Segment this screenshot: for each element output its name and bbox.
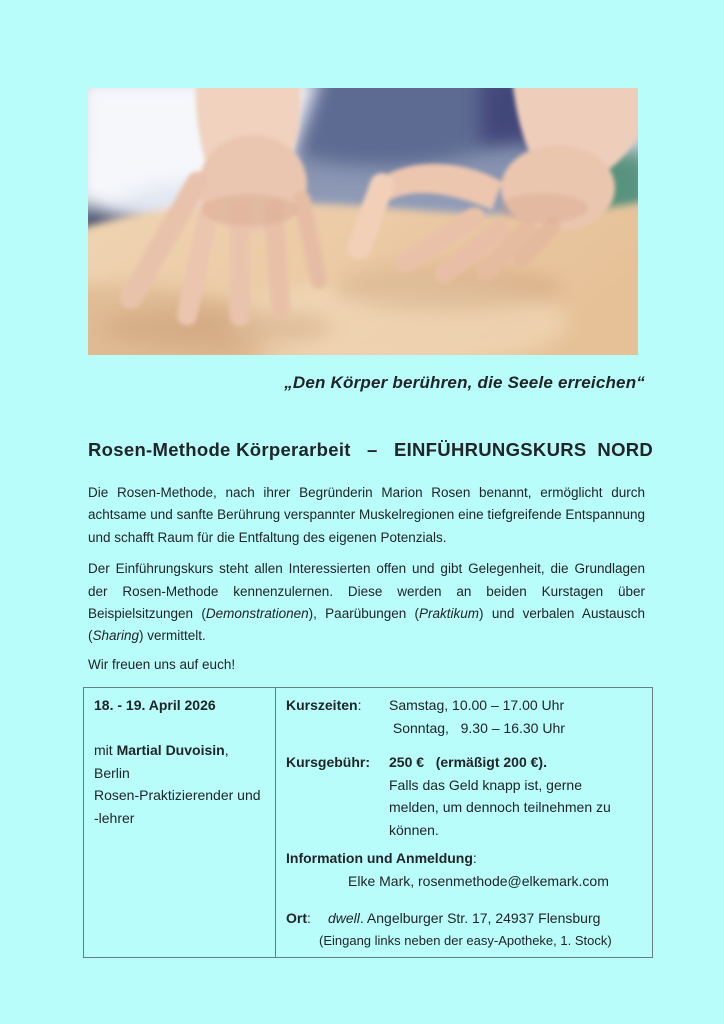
spacer [286, 739, 644, 751]
course-date: 18. - 19. April 2026 [94, 697, 216, 713]
course-details-cell [276, 688, 652, 957]
course-date-cell [84, 688, 276, 957]
course-time-sunday: Sonntag, 9.30 – 16.30 Uhr [389, 719, 565, 736]
intro-text [88, 482, 645, 676]
course-fee-note-line2: melden, um dennoch teilnehmen zu [389, 799, 611, 815]
course-times-row2 [286, 717, 644, 740]
term-praktikum: Praktikum [419, 606, 480, 622]
massage-photo [88, 88, 638, 355]
course-fee-note-row3 [286, 819, 644, 842]
instructor-city: Berlin [94, 764, 130, 781]
location-row [286, 907, 644, 930]
paragraph-method: Die Rosen-Methode, nach ihrer Begründerin Marion Rosen benannt, ermöglicht durch achtsame und sanfte Berührung verspannter Muskelregionen eine tiefgreifende Entspannung und schafft Raum für die Entfaltung des eigenen Potenzials. [88, 485, 645, 545]
location-entrance-note: (Eingang links neben der easy-Apotheke, 1. Stock) [319, 932, 612, 948]
massage-photo-illustration [88, 88, 638, 355]
page-title: Rosen-Methode Körperarbeit – EINFÜHRUNGSKURS NORD [88, 439, 654, 460]
instructor-name: Martial Duvoisin [116, 742, 225, 758]
spacer [286, 892, 644, 907]
course-times-label: Kurszeiten: [286, 697, 362, 713]
location-venue-name: dwell [328, 910, 360, 926]
location-address: dwell. Angelburger Str. 17, 24937 Flensburg [328, 910, 601, 926]
instructor-line: mit Martial Duvoisin, [94, 742, 229, 758]
photo-hand-shadow-left [103, 308, 333, 348]
paragraph-course: Der Einführungskurs steht allen Interessierten offen und gibt Gelegenheit, die Grundlagen der Rosen-Methode kennenzulernen. Diese werden an beiden Kurstagen über Beispielsitzungen (Demonstrationen), Paarübungen (Praktikum) und verbalen Austausch (Sharing) vermittelt. [88, 561, 645, 644]
location-label: Ort: [286, 910, 311, 926]
course-info-table [83, 687, 653, 958]
registration-contact: Elke Mark, rosenmethode@elkemark.com [348, 872, 609, 889]
course-fee-note-line3: können. [389, 821, 439, 838]
course-times-row [286, 694, 644, 717]
term-demonstrationen: Demonstrationen [205, 606, 309, 622]
instructor-role-line2: -lehrer [94, 809, 135, 826]
spacer [94, 717, 267, 740]
paragraph-closing: Wir freuen uns auf euch! [88, 656, 236, 672]
paragraph-course-text: Der Einführungskurs steht allen Interessierten offen und gibt Gelegenheit, die Grundlagen der Rosen-Methode kennenzulernen. Diese werden an beiden Kurstagen über Beispielsitzungen ( [88, 561, 645, 622]
course-fee-value: 250 € (ermäßigt 200 €). [389, 754, 547, 770]
course-fee-label: Kursgebühr: [286, 754, 370, 770]
motto-quote: „Den Körper berühren, die Seele erreichen“ [284, 373, 645, 392]
registration-heading: Information und Anmeldung: [286, 850, 477, 866]
course-fee-note-line1: Falls das Geld knapp ist, gerne [389, 776, 582, 793]
term-sharing: Sharing [92, 628, 140, 644]
course-fee-note-row1 [286, 774, 644, 797]
course-time-saturday: Samstag, 10.00 – 17.00 Uhr [389, 697, 565, 713]
instructor-role-line1: Rosen-Praktizierender und [94, 787, 261, 803]
course-fee-note-row2 [286, 796, 644, 819]
course-fee-row [286, 751, 644, 774]
